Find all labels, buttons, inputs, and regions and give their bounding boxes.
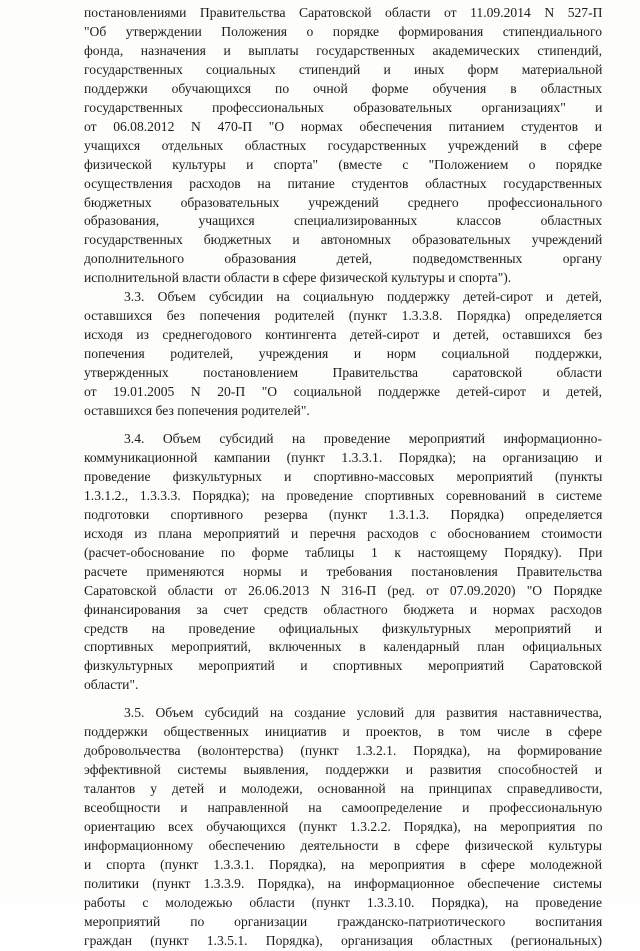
text-line: осуществления расходов на питание студентов областных государственных <box>84 175 602 191</box>
text-line: расчете применяются нормы и требования постановления Правительства <box>84 563 603 579</box>
text-line: образования, учащихся специализированных классов областных <box>84 213 602 229</box>
text-line: всеобщности и направленной на самоопределение и профессиональную <box>84 800 603 816</box>
text-line: государственных профессиональных образовательных организациях" и <box>84 99 603 115</box>
paragraph-gap <box>84 421 602 430</box>
text-line: спортивных мероприятий, включенных в календарный план официальных <box>84 639 603 655</box>
text-line: от 19.01.2005 N 20-П "О социальной поддержке детей-сирот и детей, <box>84 384 602 400</box>
text-line: 3.4. Объем субсидий на проведение мероприятий информационно- <box>124 430 602 446</box>
text-line: политики (пункт 1.3.3.9. Порядка), на информационное обеспечение системы <box>84 875 602 891</box>
text-line: коммуникационной кампании (пункт 1.3.3.1. Порядка); на организацию и <box>84 449 603 465</box>
text-line: государственных социальных стипендий и иных форм материальной <box>84 61 603 77</box>
text-line: государственных бюджетных и автономных образовательных учреждений <box>84 232 603 248</box>
text-line: добровольчества (волонтерства) (пункт 1.3.2.1. Порядка), на формирование <box>84 743 602 759</box>
paragraph-gap <box>84 695 602 704</box>
text-line: средств на проведение официальных физкультурных мероприятий и <box>84 620 602 636</box>
text-line: (расчет-обоснование по форме таблицы 1 к настоящему Порядку). При <box>84 544 603 560</box>
text-line: ориентацию всех обучающихся (пункт 1.3.2.2. Порядка), на мероприятия по <box>84 819 603 835</box>
text-line: 1.3.1.2., 1.3.3.3. Порядка); на проведение спортивных соревнований в системе <box>84 487 602 503</box>
text-line: информационному обеспечению деятельности в сфере физической культуры <box>84 837 602 853</box>
text-line: 3.5. Объем субсидий на создание условий для развития наставничества, <box>124 705 602 721</box>
text-line: "Об утверждении Положения о порядке формирования стипендиального <box>84 23 602 39</box>
text-line: талантов у детей и молодежи, основанной на принципах справедливости, <box>84 781 603 797</box>
text-line: 3.3. Объем субсидии на социальную поддержку детей-сирот и детей, <box>124 289 603 305</box>
text-line: дополнительного образования детей, подведомственных органу <box>84 251 602 267</box>
text-line: финансирования за счет средств областного бюджета и нормах расходов <box>84 601 602 617</box>
text-line: подготовки спортивного резерва (пункт 1.3.1.3. Порядка) определяется <box>84 506 603 522</box>
text-line: поддержки обучающихся по очной форме обучения в областных <box>84 80 602 96</box>
text-line: от 06.08.2012 N 470-П "О нормах обеспечения питанием студентов и <box>84 118 602 134</box>
text-line: исполнительной власти области в сфере физической культуры и спорта"). <box>84 270 512 286</box>
text-line: учащихся отдельных областных государственных учреждений в сфере <box>84 137 603 153</box>
text-line: оставшихся без попечения родителей". <box>84 403 310 419</box>
text-line: эффективной системы выявления, поддержки и развития способностей и <box>84 762 603 778</box>
text-line: проведение физкультурных и спортивно-массовых мероприятий (пункты <box>84 468 603 484</box>
text-line: Саратовской области от 26.06.2013 N 316-П (ред. от 07.09.2020) "О Порядке <box>84 582 603 598</box>
text-line: бюджетных образовательных учреждений среднего профессионального <box>84 194 603 210</box>
text-line: работы с молодежью области (пункт 1.3.3.10. Порядка), на проведение <box>84 894 602 910</box>
text-line: граждан (пункт 1.3.5.1. Порядка), организация областных (региональных) <box>84 932 602 948</box>
text-line: поддержки общественных инициатив и проектов, в том числе в сфере <box>84 724 602 740</box>
text-line: утвержденных постановлением Правительства саратовской области <box>84 365 602 381</box>
document-body <box>84 4 602 951</box>
text-line: физической культуры и спорта" (вместе с "Положением о порядке <box>84 156 602 172</box>
text-line: постановлениями Правительства Саратовской области от 11.09.2014 N 527-П <box>84 5 603 20</box>
text-line: оставшихся без попечения родителей (пункт 1.3.3.8. Порядка) определяется <box>84 308 603 324</box>
text-line: и спорта (пункт 1.3.3.1. Порядка), на мероприятия в сфере молодежной <box>84 856 602 872</box>
text-line: области". <box>84 677 139 693</box>
text-line: исходя из плана мероприятий и перечня расходов с обоснованием стоимости <box>84 525 603 541</box>
text-line: мероприятий по организации гражданско-патриотического воспитания <box>84 913 603 929</box>
text-line: фонда, назначения и выплаты государственных академических стипендий, <box>84 42 603 58</box>
text-line: исходя из среднегодового контингента детей-сирот и детей, оставшихся без <box>84 327 603 343</box>
text-line: попечения родителей, учреждения и норм социальной поддержки, <box>84 346 602 362</box>
text-line: физкультурных мероприятий и спортивных мероприятий Саратовской <box>84 658 603 674</box>
